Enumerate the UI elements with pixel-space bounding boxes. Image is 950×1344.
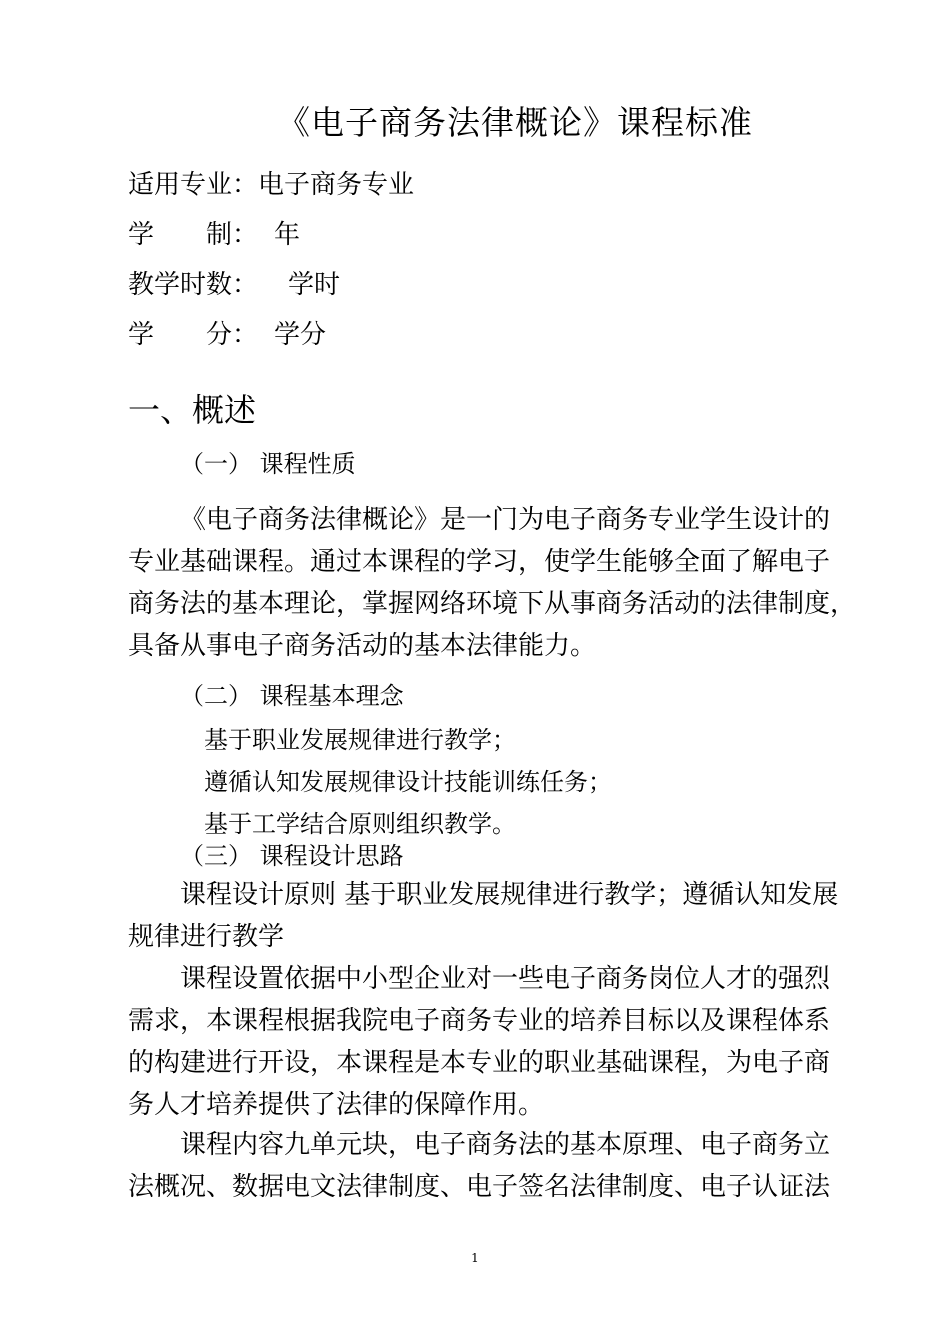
paragraph-line: 需求，本课程根据我院电子商务专业的培养目标以及课程体系 [128, 1006, 831, 1036]
hours-value: 学时 [288, 270, 341, 300]
paragraph-setting-basis [128, 958, 831, 1126]
credit-label-1: 学 [128, 320, 155, 350]
paragraph-course-content [128, 1124, 831, 1208]
credit-value: 学分 [274, 320, 327, 350]
paragraph-line: 务人才培养提供了法律的保障作用。 [128, 1090, 545, 1120]
document-title: 《电子商务法律概论》课程标准 [277, 103, 753, 142]
system-label-1: 学 [128, 220, 155, 250]
list-item: 遵循认知发展规律设计技能训练任务； [204, 768, 612, 796]
system-label-2: 制： [206, 220, 259, 250]
list-item: 基于工学结合原则组织教学。 [204, 810, 516, 838]
paragraph-line: 课程内容九单元块，电子商务法的基本原理、电子商务立 [180, 1130, 831, 1160]
meta-major [128, 172, 414, 198]
system-value: 年 [274, 220, 301, 250]
subsection-heading-design: （三） 课程设计思路 [180, 842, 404, 870]
meta-system [128, 222, 300, 248]
page-number: 1 [471, 1251, 479, 1265]
meta-hours [128, 272, 340, 298]
credit-label-2: 分： [206, 320, 259, 350]
paragraph-line: 《电子商务法律概论》是一门为电子商务专业学生设计的 [180, 505, 831, 535]
paragraph-line: 的构建进行开设，本课程是本专业的职业基础课程，为电子商 [128, 1048, 831, 1078]
paragraph-design-principle [128, 874, 839, 958]
hours-label: 教学时数： [128, 270, 259, 300]
paragraph-line: 法概况、数据电文法律制度、电子签名法律制度、电子认证法 [128, 1172, 831, 1202]
meta-credit [128, 322, 326, 348]
paragraph-course-nature [128, 499, 857, 667]
major-label: 适用专业： [128, 170, 259, 200]
paragraph-line: 课程设置依据中小型企业对一些电子商务岗位人才的强烈 [180, 964, 831, 994]
paragraph-line: 专业基础课程。通过本课程的学习，使学生能够全面了解电子 [128, 547, 831, 577]
subsection-heading-nature: （一） 课程性质 [180, 450, 356, 478]
list-item: 基于职业发展规律进行教学； [204, 726, 516, 754]
subsection-heading-philosophy: （二） 课程基本理念 [180, 682, 404, 710]
paragraph-line: 具备从事电子商务活动的基本法律能力。 [128, 631, 597, 661]
paragraph-line: 规律进行教学 [128, 922, 285, 952]
major-value: 电子商务专业 [258, 170, 415, 200]
paragraph-line: 课程设计原则 基于职业发展规律进行教学；遵循认知发展 [180, 880, 839, 910]
paragraph-line: 商务法的基本理论，掌握网络环境下从事商务活动的法律制度， [128, 589, 857, 619]
section-heading-overview: 一、概述 [128, 391, 257, 429]
